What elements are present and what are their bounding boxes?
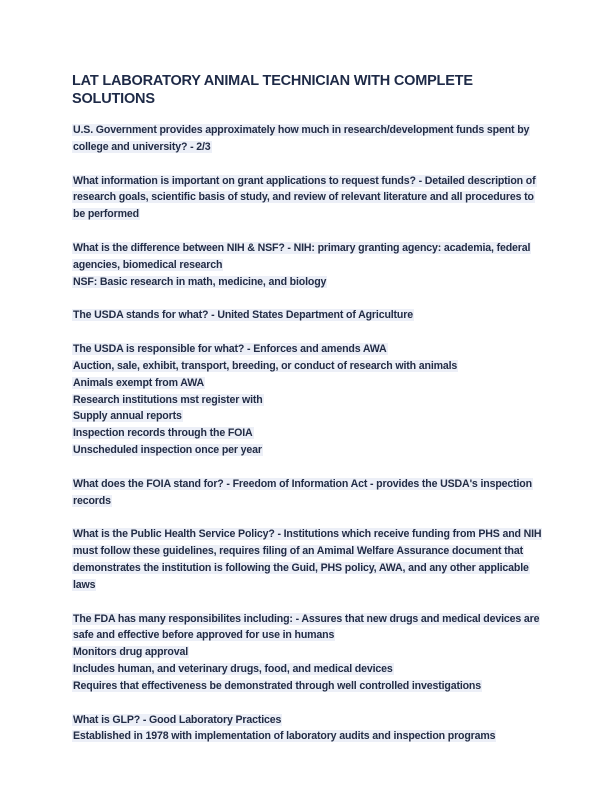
- qa-line-text: U.S. Government provides approximately how much in research/development funds spent by college and university? - 2/3: [73, 124, 530, 153]
- qa-line-text: What is the Public Health Service Policy? - Institutions which receive funding from PHS and NIH must follow these guidelines, requires filing of an Amimal Welfare Assurance document that demonstrates the institution is following the Guid, PHS policy, AWA, and any other applicable laws: [73, 528, 542, 591]
- qa-line: [72, 425, 548, 442]
- qa-line: [72, 526, 548, 593]
- document-title: LAT LABORATORY ANIMAL TECHNICIAN WITH COMPLETE SOLUTIONS: [72, 73, 473, 107]
- qa-line: [72, 728, 548, 745]
- qa-line-text: Research institutions mst register with: [73, 393, 263, 406]
- qa-line: [72, 408, 548, 425]
- qa-line-text: The FDA has many responsibilites including: - Assures that new drugs and medical devices are safe and effective before approved for use in humans: [73, 612, 540, 642]
- qa-line-text: NSF: Basic research in math, medicine, and biology: [73, 275, 327, 288]
- qa-entry: [72, 476, 548, 510]
- qa-line-text: Animals exempt from AWA: [73, 376, 204, 389]
- qa-entry: [72, 611, 548, 695]
- qa-line: [72, 661, 548, 678]
- qa-line: [72, 712, 548, 729]
- qa-line-text: Includes human, and veterinary drugs, food, and medical devices: [73, 662, 393, 675]
- qa-line-text: The USDA stands for what? - United States Department of Agriculture: [73, 309, 413, 322]
- qa-line-text: Inspection records through the FOIA: [73, 427, 253, 440]
- qa-line-text: The USDA is responsible for what? - Enforces and amends AWA: [73, 343, 387, 356]
- qa-line: [72, 173, 548, 223]
- qa-line: [72, 307, 548, 324]
- qa-line-text: What is the difference between NIH & NSF? - NIH: primary granting agency: academia, federal agencies, biomedical research: [73, 241, 531, 271]
- qa-line: [72, 375, 548, 392]
- qa-entry: [72, 122, 548, 156]
- qa-line: [72, 678, 548, 695]
- qa-line-text: Unscheduled inspection once per year: [73, 443, 262, 456]
- qa-line: [72, 442, 548, 459]
- qa-entry: [72, 173, 548, 223]
- qa-line-text: What does the FOIA stand for? - Freedom of Information Act - provides the USDA's inspection records: [73, 477, 532, 507]
- qa-line-text: What information is important on grant applications to request funds? - Detailed description of research goals, scientific basis of study, and review of relevant literature and all procedures to be performed: [73, 174, 536, 221]
- qa-entry: [72, 240, 548, 290]
- qa-line-text: Auction, sale, exhibit, transport, breeding, or conduct of research with animals: [73, 359, 458, 372]
- qa-line: [72, 392, 548, 409]
- qa-line-text: Requires that effectiveness be demonstrated through well controlled investigations: [73, 679, 482, 692]
- qa-entry: [72, 307, 548, 324]
- qa-line: [72, 274, 548, 291]
- qa-line: [72, 644, 548, 661]
- qa-line-text: Established in 1978 with implementation of laboratory audits and inspection programs: [73, 730, 496, 743]
- qa-entry: [72, 341, 548, 459]
- qa-line: [72, 341, 548, 358]
- qa-entry: [72, 526, 548, 593]
- qa-line: [72, 358, 548, 375]
- qa-line-text: Supply annual reports: [73, 410, 182, 423]
- qa-line: [72, 122, 548, 156]
- qa-line: [72, 611, 548, 645]
- qa-line: [72, 476, 548, 510]
- qa-line: [72, 240, 548, 274]
- qa-line-text: What is GLP? - Good Laboratory Practices: [73, 713, 282, 726]
- qa-line-text: Monitors drug approval: [73, 646, 189, 659]
- qa-entry: [72, 712, 548, 746]
